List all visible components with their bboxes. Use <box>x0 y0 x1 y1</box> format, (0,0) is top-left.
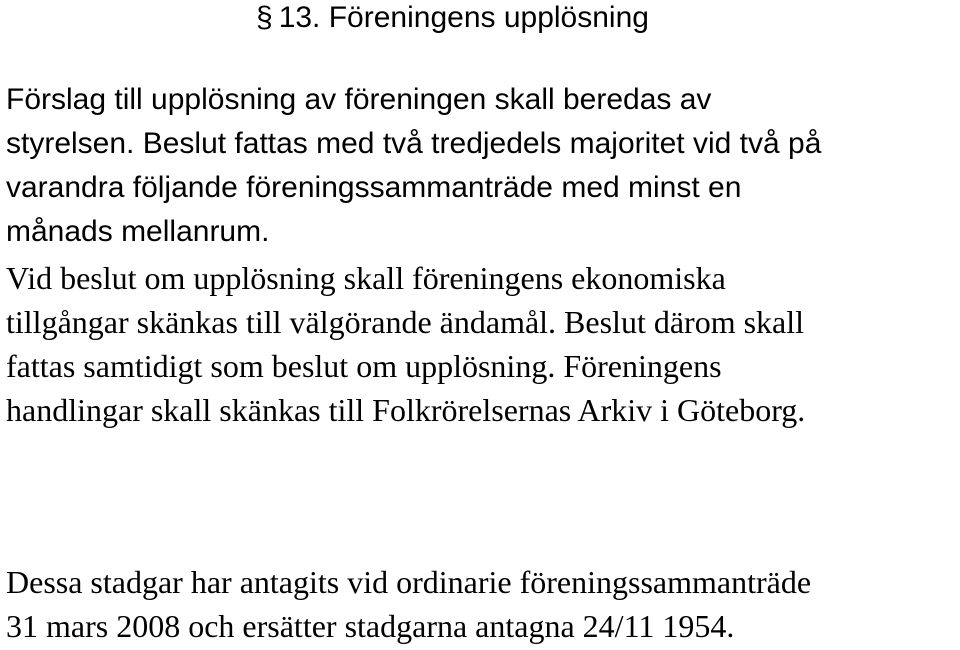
paragraph-line: styrelsen. Beslut fattas med två tredjedels majoritet vid två på <box>6 127 822 160</box>
paragraph-line: Vid beslut om upplösning skall föreningens ekonomiska <box>6 260 726 296</box>
section-sign: § <box>256 1 273 34</box>
paragraph-line: Förslag till upplösning av föreningen skall beredas av <box>6 83 712 116</box>
paragraph-line: månads mellanrum. <box>6 215 270 248</box>
paragraph-line: fattas samtidigt som beslut om upplösning. Föreningens <box>6 348 722 384</box>
paragraph-line: 31 mars 2008 och ersätter stadgarna antagna 24/11 1954. <box>6 608 735 644</box>
paragraph-line: varandra följande föreningssammanträde med minst en <box>6 171 742 204</box>
dissolution-proposal-paragraph <box>6 78 956 254</box>
paragraph-line: tillgångar skänkas till välgörande ändamål. Beslut därom skall <box>6 304 805 340</box>
assets-disposal-paragraph <box>6 256 956 432</box>
section-heading <box>256 0 649 36</box>
section-title: 13. Föreningens upplösning <box>278 1 649 34</box>
paragraph-line: Dessa stadgar har antagits vid ordinarie föreningssammanträde <box>6 564 812 600</box>
adoption-statement-paragraph <box>6 560 956 648</box>
paragraph-line: handlingar skall skänkas till Folkrörelsernas Arkiv i Göteborg. <box>6 392 806 428</box>
